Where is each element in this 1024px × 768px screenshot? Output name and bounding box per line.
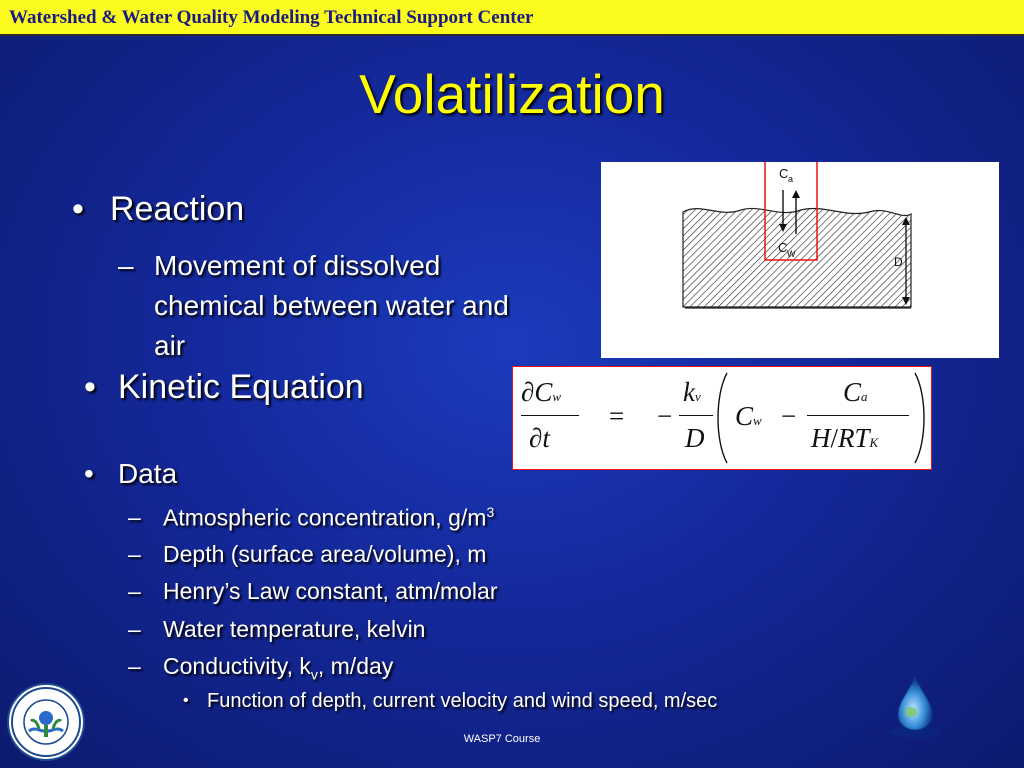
superscript: 3 [486, 504, 495, 520]
dash: – [128, 616, 141, 642]
data-item-text: Conductivity, k [163, 653, 311, 679]
c-symbol: C [843, 377, 862, 407]
kv-fraction-bar [679, 415, 713, 416]
subscript: w [753, 413, 762, 428]
equals: = [609, 401, 625, 431]
header-title: Watershed & Water Quality Modeling Technical Support Center [9, 7, 534, 28]
ca-fraction-bar [807, 415, 909, 416]
label-cw: C [778, 240, 788, 255]
epa-seal-logo [7, 683, 85, 761]
ca-numerator [843, 377, 868, 408]
subscript: v [694, 389, 701, 404]
sub-item-text: Function of depth, current velocity and wind speed, m/sec [207, 690, 718, 712]
bullet-dot: • [72, 190, 84, 228]
label-cw-sub: W [787, 249, 796, 259]
d-denominator [685, 423, 705, 454]
subscript: K [869, 435, 879, 450]
slash-symbol: / [830, 423, 839, 453]
data-item-text-after: , m/day [317, 653, 394, 679]
d-symbol: D [685, 423, 705, 453]
sub-bullet-dash: – [118, 250, 134, 281]
partial-symbol: ∂ [521, 377, 535, 407]
bullet-dot: • [183, 692, 189, 709]
label-d: D [894, 255, 903, 269]
seal-icon [9, 685, 83, 759]
data-item-text: Henry’s Law constant, atm/molar [163, 578, 498, 604]
water-body [683, 208, 911, 307]
partial-symbol: ∂ [529, 423, 543, 453]
right-paren [911, 371, 929, 465]
bullet-dot: • [84, 458, 94, 489]
bullet-dot: • [84, 368, 96, 406]
header-bar [0, 0, 1024, 36]
cw-term [735, 401, 762, 432]
minus: − [781, 401, 797, 431]
volatilization-diagram [601, 162, 999, 358]
movement-line-1: Movement of dissolved [154, 250, 441, 281]
water-drop-logo [880, 672, 950, 742]
r-symbol: R [838, 423, 855, 453]
data-item-text: Depth (surface area/volume), m [163, 541, 487, 567]
hrt-denominator [811, 423, 878, 454]
dash: – [128, 541, 141, 567]
equals-sign [609, 401, 624, 432]
subscript: w [552, 389, 562, 404]
lhs-fraction-bar [521, 415, 579, 416]
dash: – [128, 504, 141, 530]
subscript: a [861, 389, 868, 404]
minus-sign-2 [781, 401, 796, 432]
bullet-kinetic-label: Kinetic Equation [118, 368, 364, 406]
c-symbol: C [534, 377, 553, 407]
bullet-data-label: Data [118, 458, 178, 489]
kv-numerator [683, 377, 701, 408]
c-symbol: C [735, 401, 754, 431]
lhs-numerator [521, 377, 561, 408]
bullet-reaction-label: Reaction [110, 190, 245, 228]
footer-text: WASP7 Course [463, 733, 541, 745]
data-item-text: Water temperature, kelvin [163, 616, 426, 642]
dash: – [128, 653, 141, 679]
minus-sign [657, 401, 672, 432]
diagram-svg [601, 162, 999, 358]
water-drop-icon [880, 672, 950, 742]
data-item-text: Atmospheric concentration, g/m [163, 504, 487, 531]
t-symbol: t [542, 423, 550, 453]
label-ca: C [779, 166, 789, 181]
slide-title: Volatilization [359, 63, 665, 125]
left-paren [713, 371, 731, 465]
movement-line-3: air [154, 330, 186, 361]
t-symbol: T [854, 423, 870, 453]
kinetic-equation [512, 366, 932, 470]
h-symbol: H [811, 423, 831, 453]
minus: − [657, 401, 673, 431]
subscript: v [310, 666, 318, 683]
dash: – [128, 578, 141, 604]
movement-line-2: chemical between water and [154, 290, 509, 321]
k-symbol: k [683, 377, 695, 407]
label-ca-sub: a [788, 174, 794, 184]
lhs-denominator [529, 423, 550, 454]
